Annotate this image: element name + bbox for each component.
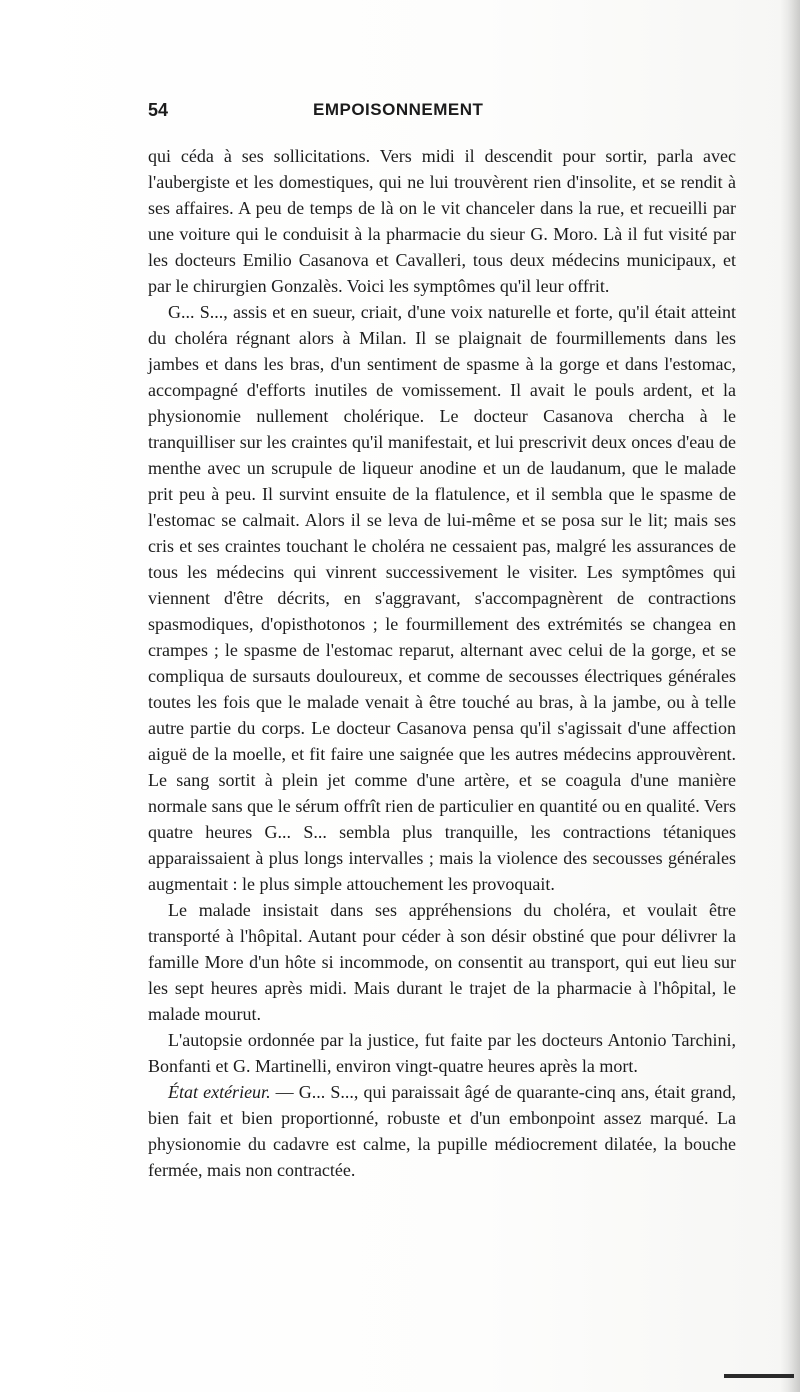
paragraph-2: G... S..., assis et en sueur, criait, d'une voix naturelle et forte, qu'il était atteint du choléra régnant alors à Milan. Il se plaignait de fourmillements dans les jambes et dans les bras, d'un sentiment de spasme à la gorge et dans l'estomac, accompagné d'efforts inutiles de vomissement. Il avait le pouls ardent, et la physionomie nullement cholérique. Le docteur Casanova chercha à le tranquilliser sur les craintes qu'il manifestait, et lui prescrivit deux onces d'eau de menthe avec un scrupule de liqueur anodine et un de laudanum, que le malade prit peu à peu. Il survint ensuite de la flatulence, et il sembla que le spasme de l'estomac se calmait. Alors il se leva de lui-même et se posa sur le lit; mais ses cris et ses craintes touchant le choléra ne cessaient pas, malgré les assurances de tous les médecins qui vinrent successivement le visiter. Les symptômes qui viennent d'être décrits, en s'aggravant, s'accompagnèrent de contractions spasmodiques, d'opisthotonos ; le fourmillement des extrémités se changea en crampes ; le spasme de l'estomac reparut, alternant avec celui de la gorge, et se compliqua de sursauts douloureux, et comme de secousses électriques générales toutes les fois que le malade venait à être touché au bras, à la jambe, ou à telle autre partie du corps. Le docteur Casanova pensa qu'il s'agissait d'une affection aiguë de la moelle, et fit faire une saignée que les autres médecins approuvèrent. Le sang sortit à plein jet comme d'une artère, et se coagula d'une manière normale sans que le sérum offrît rien de particulier en quantité ou en qualité. Vers quatre heures G... S... sembla plus tranquille, les contractions tétaniques apparaissaient à plus longs intervalles ; mais la violence des secousses générales augmentait : le plus simple attouchement les provoquait. <box>148 302 736 894</box>
paragraph-5-lead-in: État extérieur. <box>168 1082 271 1102</box>
page-edge-mark <box>724 1374 794 1378</box>
paragraph-5-text: — G... S..., qui paraissait âgé de quarante-cinq ans, était grand, bien fait et bien proportionné, robuste et d'un embonpoint assez marqué. La physionomie du cadavre est calme, la pupille médiocrement dilatée, la bouche fermée, mais non contractée. <box>148 1082 736 1180</box>
body-text <box>148 143 736 1183</box>
paragraph-1: qui céda à ses sollicitations. Vers midi il descendit pour sortir, parla avec l'aubergiste et les domestiques, qui ne lui trouvèrent rien d'insolite, et se rendit à ses affaires. A peu de temps de là on le vit chanceler dans la rue, et recueilli par une voiture qui le conduisit à la pharmacie du sieur G. Moro. Là il fut visité par les docteurs Emilio Casanova et Cavalleri, tous deux médecins municipaux, et par le chirurgien Gonzalès. Voici les symptômes qu'il leur offrit. <box>148 146 736 296</box>
page-number: 54 <box>148 100 169 120</box>
paragraph-5 <box>148 1079 736 1183</box>
paragraph-3: Le malade insistait dans ses appréhensions du choléra, et voulait être transporté à l'hôpital. Autant pour céder à son désir obstiné que pour délivrer la famille More d'un hôte si incommode, on consentit au transport, qui eut lieu sur les sept heures après midi. Mais durant le trajet de la pharmacie à l'hôpital, le malade mourut. <box>148 900 736 1024</box>
page-edge-shadow <box>780 0 800 1392</box>
running-title: EMPOISONNEMENT <box>313 100 484 119</box>
paragraph-4: L'autopsie ordonnée par la justice, fut faite par les docteurs Antonio Tarchini, Bonfanti et G. Martinelli, environ vingt-quatre heures après la mort. <box>148 1030 736 1076</box>
page-header <box>148 100 738 130</box>
